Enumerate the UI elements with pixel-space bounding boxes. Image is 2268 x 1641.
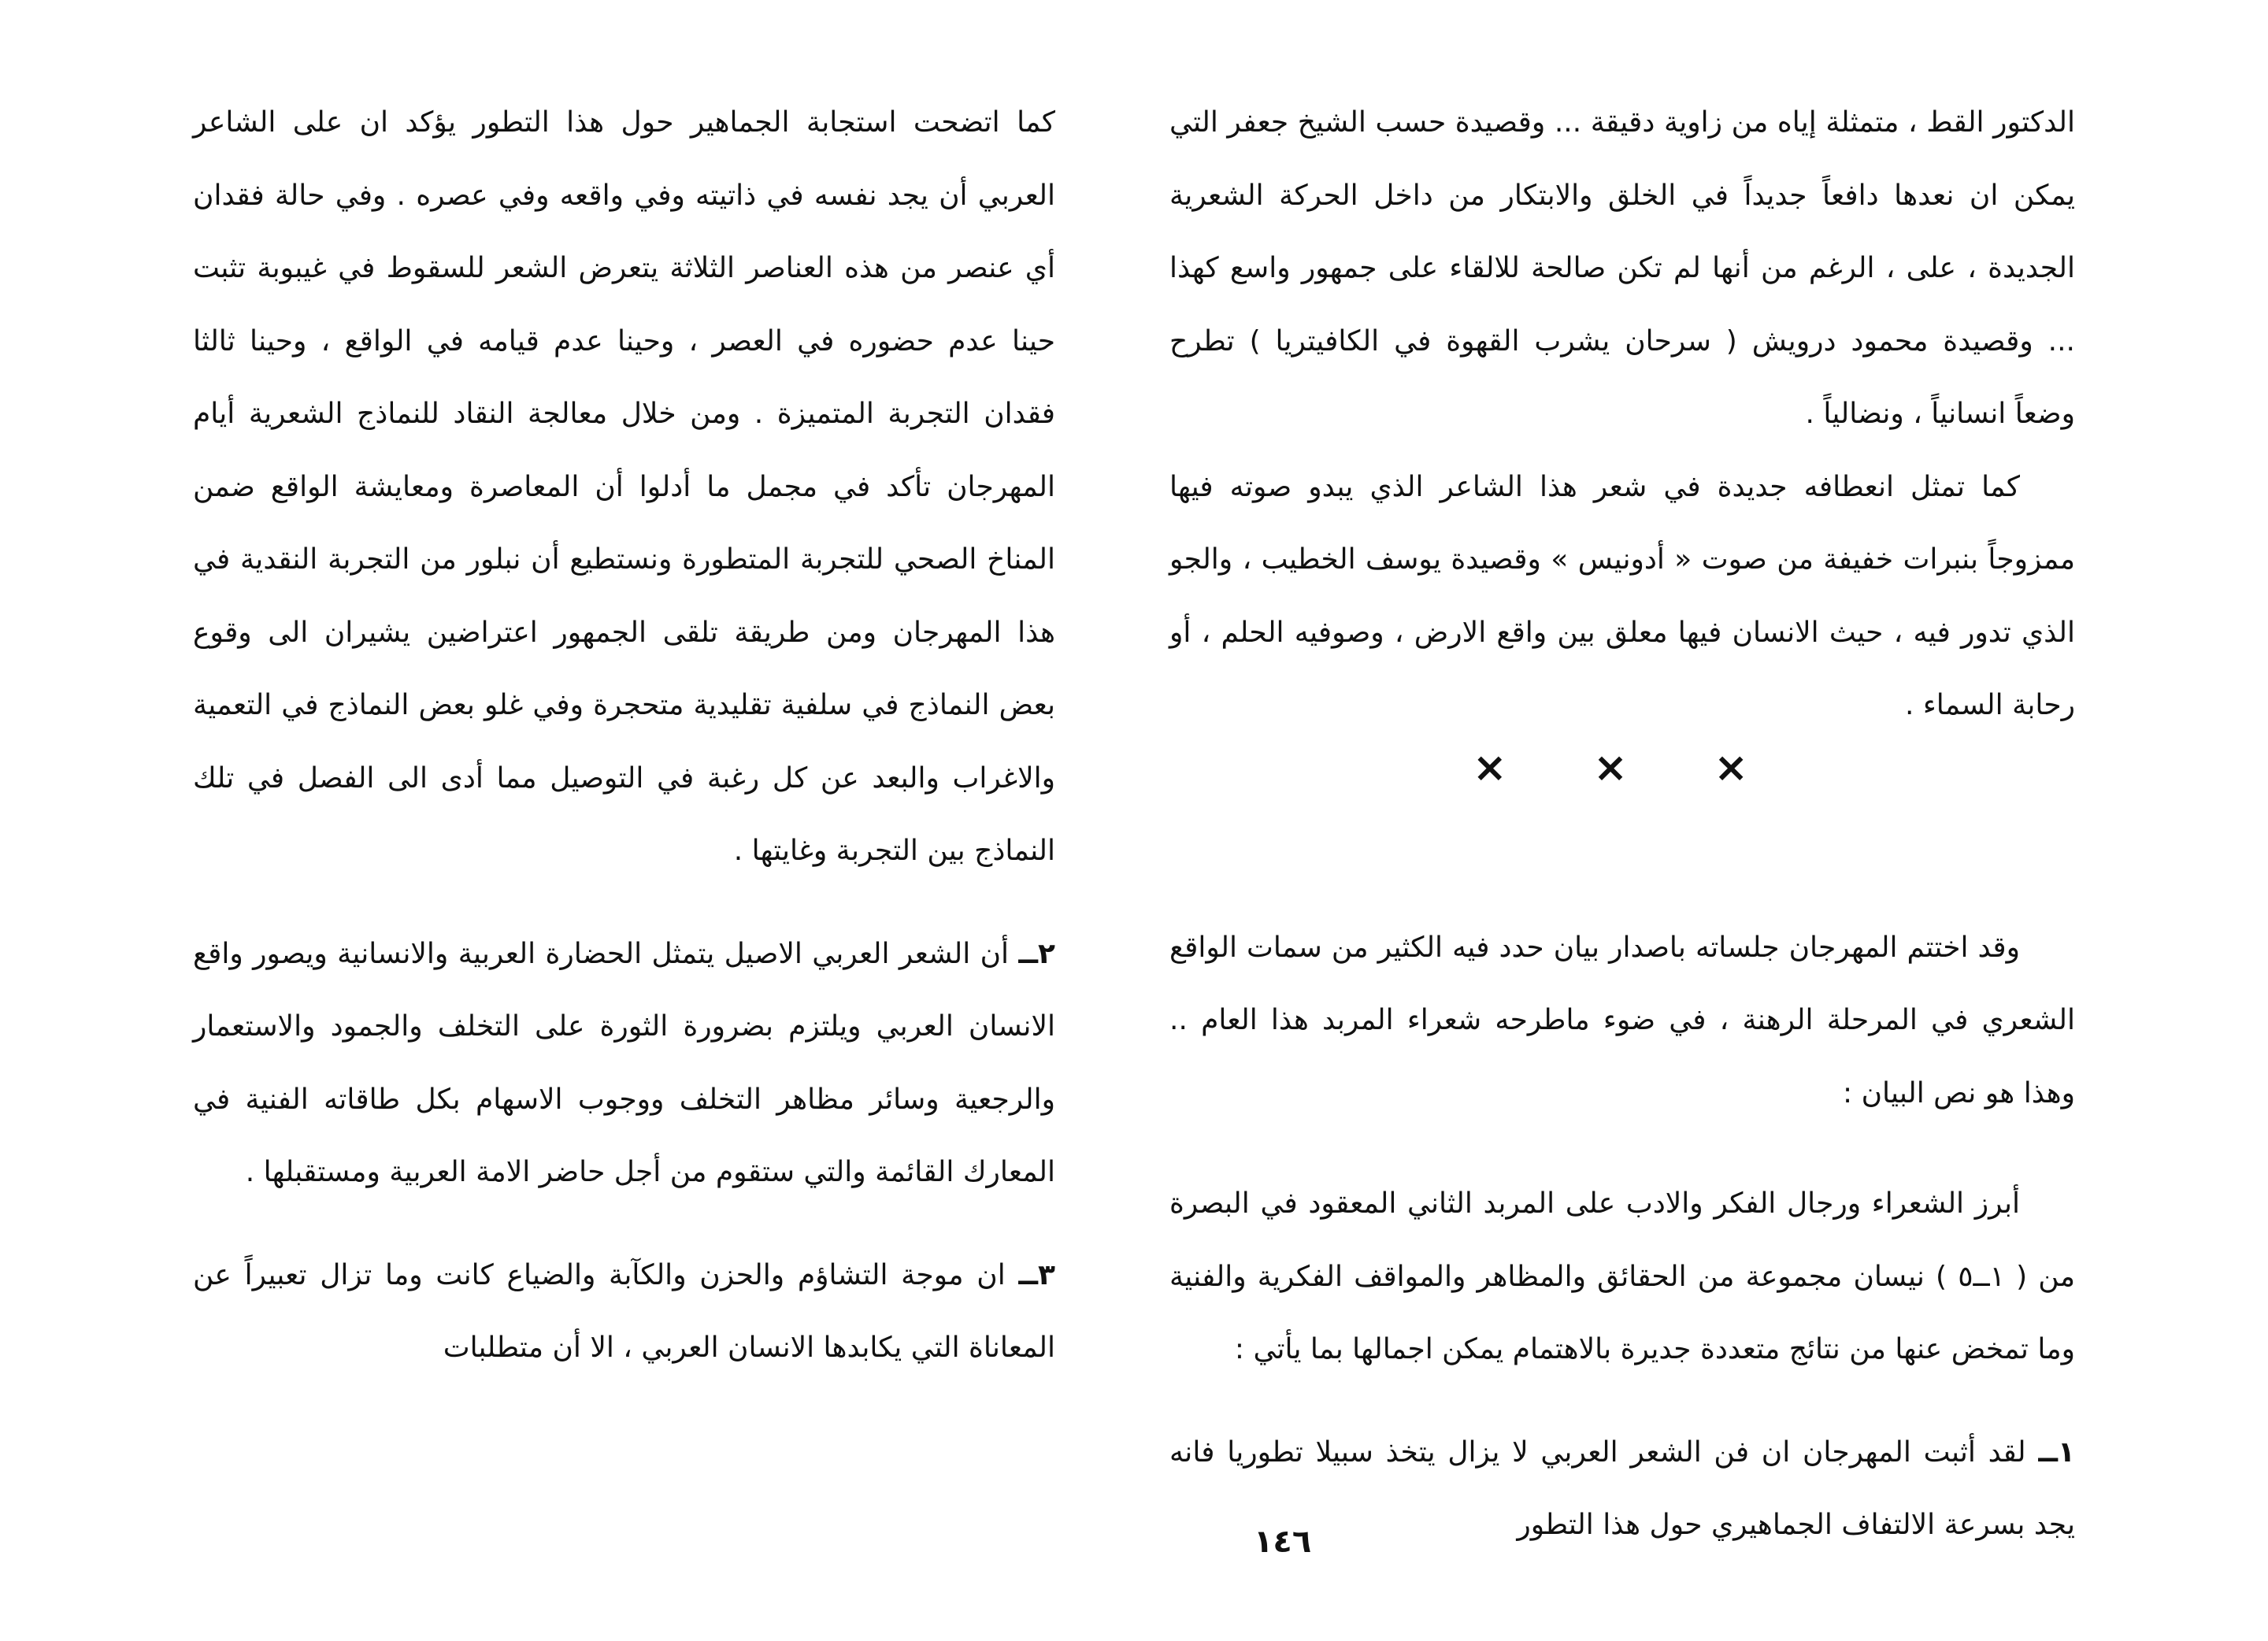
section-separator	[1473, 744, 1748, 791]
right-paragraph-4: أبرز الشعراء ورجال الفكر والادب على المربد الثاني المعقود في البصرة من ( ١ــ٥ ) نيسان مجموعة من الحقائق والمظاهر والمواقف الفكرية والفنية وما تمخض عنها من نتائج متعددة جديرة بالاهتمام يمكن اجمالها بما يأتي :	[1169, 1187, 2075, 1365]
right-column	[1169, 87, 2075, 1562]
right-paragraph-1: الدكتور القط ، متمثلة إياه من زاوية دقيقة ... وقصيدة حسب الشيخ جعفر التي يمكن ان نعدها دافعاً جديداً في الخلق والابتكار من داخل الحركة الشعرية الجديدة ، على ، الرغم من أنها لم تكن صالحة للالقاء على جمهور واسع كهذا ... وقصيدة محمود درويش ( سرحان يشرب القهوة في الكافيتريا ) تطرح وضعاً انسانياً ، ونضالياً .	[1169, 106, 2075, 430]
left-column	[193, 87, 1055, 1385]
list-item-2-text: أن الشعر العربي الاصيل يتمثل الحضارة العربية والانسانية ويصور واقع الانسان العربي ويلتزم بضرورة الثورة على التخلف والجمود والاستعمار والرجعية وسائر مظاهر التخلف ووجوب الاسهام بكل طاقاته الفنية في المعارك القائمة والتي ستقوم من أجل حاضر الامة العربية ومستقبلها .	[193, 937, 1055, 1188]
right-paragraph-3: وقد اختتم المهرجان جلساته باصدار بيان حدد فيه الكثير من سمات الواقع الشعري في المرحلة الرهنة ، في ضوء ماطرحه شعراء المربد هذا العام .. وهذا هو نص البيان :	[1169, 931, 2075, 1109]
list-item-3-number: ٣ــ	[1018, 1258, 1055, 1291]
right-paragraph-2: كما تمثل انعطافه جديدة في شعر هذا الشاعر الذي يبدو صوته فيها ممزوجاً بنبرات خفيفة من صوت « أدونيس » وقصيدة يوسف الخطيب ، والجو الذي تدور فيه ، حيث الانسان فيها معلق بين واقع الارض ، وصوفيه الحلم ، أو رحابة السماء .	[1169, 470, 2075, 721]
separator-mark-1: ×	[1714, 744, 1748, 791]
list-item-3	[193, 1239, 1055, 1385]
list-item-1-text: لقد أثبت المهرجان ان فن الشعر العربي لا يزال يتخذ سبيلا تطوريا فانه يجد بسرعة الالتفاف الجماهيري حول هذا التطور	[1169, 1435, 2075, 1541]
separator-mark-3: ×	[1473, 744, 1507, 791]
list-item-2	[193, 918, 1055, 1209]
left-paragraph-1: كما اتضحت استجابة الجماهير حول هذا التطور يؤكد ان على الشاعر العربي أن يجد نفسه في ذاتيته وفي واقعه وفي عصره . وفي حالة فقدان أي عنصر من هذه العناصر الثلاثة يتعرض الشعر للسقوط في غيبوبة تثبت حينا عدم حضوره في العصر ، وحينا عدم قيامه في الواقع ، وحينا ثالثا فقدان التجربة المتميزة . ومن خلال معالجة النقاد للنماذج الشعرية أيام المهرجان تأكد في مجمل ما أدلوا أن المعاصرة ومعايشة الواقع ضمن المناخ الصحي للتجربة المتطورة ونستطيع أن نبلور من التجربة النقدية في هذا المهرجان ومن طريقة تلقى الجمهور اعتراضين يشيران الى وقوع بعض النماذج في سلفية تقليدية متحجرة وفي غلو بعض النماذج في التعمية والاغراب والبعد عن كل رغبة في التوصيل مما أدى الى الفصل في تلك النماذج بين التجربة وغايتها .	[193, 106, 1055, 867]
list-item-3-text: ان موجة التشاؤم والحزن والكآبة والضياع كانت وما تزال تعبيراً عن المعاناة التي يكابدها الانسان العربي ، الا أن متطلبات	[193, 1258, 1055, 1364]
separator-mark-2: ×	[1593, 744, 1628, 791]
list-item-1-number: ١ــ	[2038, 1435, 2075, 1469]
page-number: ١٤٦	[1254, 1524, 1312, 1560]
list-item-2-number: ٢ــ	[1018, 937, 1055, 970]
